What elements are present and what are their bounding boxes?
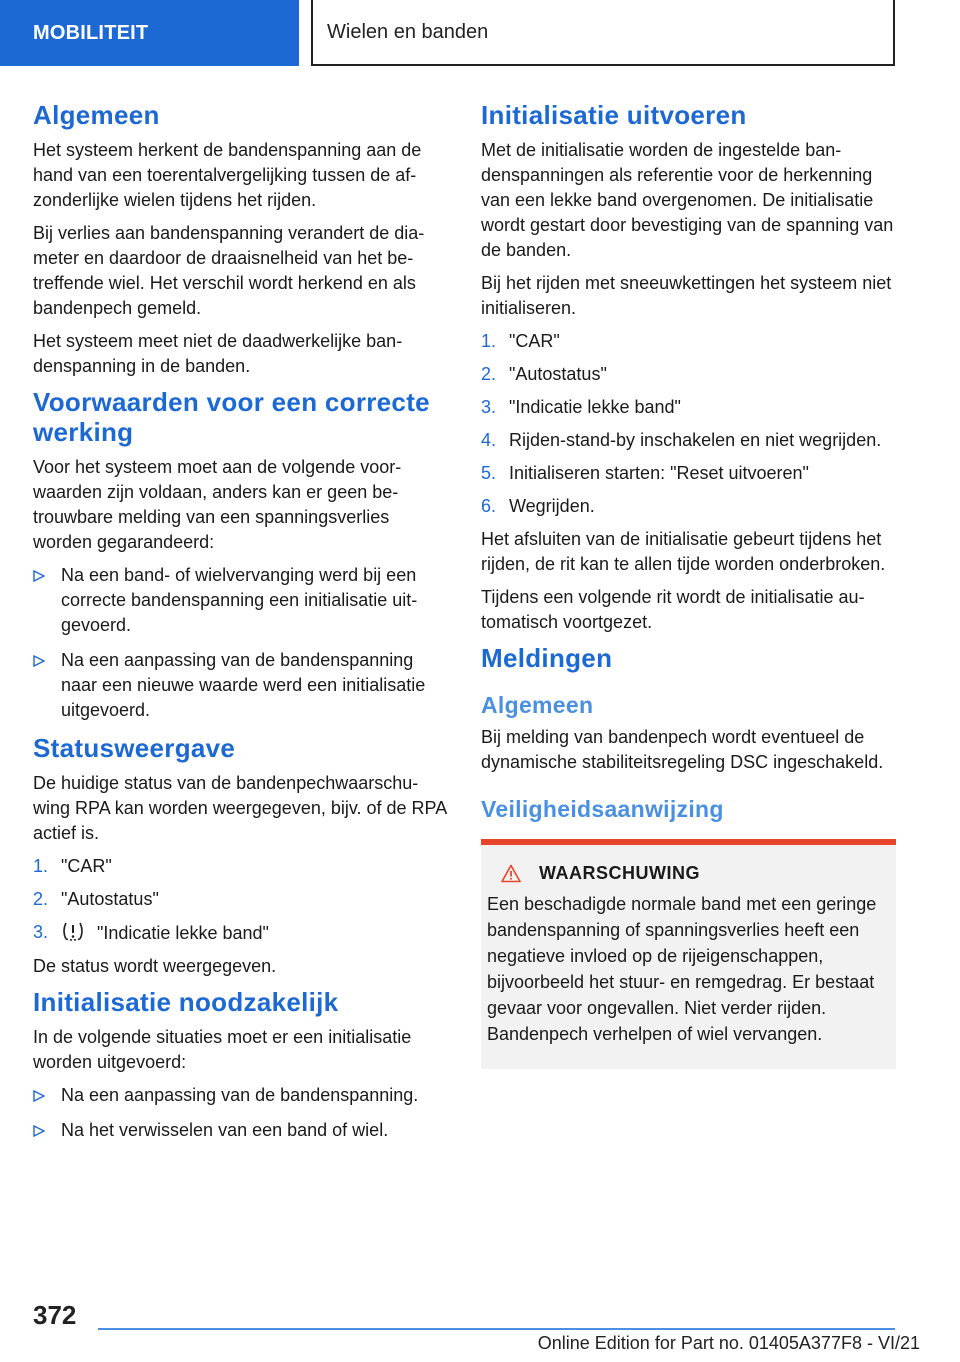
triangle-bullet-icon — [33, 1090, 45, 1102]
step-text: Initialiseren starten: "Reset uitvoeren" — [509, 463, 809, 483]
paragraph: Tijdens een volgende rit wordt de initialisatie automatisch voortgezet. — [481, 587, 865, 632]
step-number: 5. — [481, 463, 497, 483]
list-item — [481, 494, 896, 519]
tire-pressure-warning-icon — [61, 920, 85, 942]
list-item — [481, 362, 896, 387]
right-column — [481, 100, 896, 1069]
step-text: Wegrijden. — [509, 496, 595, 516]
paragraph: Voor het systeem moet aan de volgende voorwaarden zijn voldaan, anders kan er geen betrouwbare melding van een spanningsverlies worden gegarandeerd: — [33, 457, 402, 552]
list-item — [33, 1083, 448, 1108]
list-item — [33, 563, 448, 638]
list-item — [33, 854, 448, 879]
step-number: 2. — [481, 364, 497, 384]
warning-title-text: WAARSCHUWING — [539, 863, 700, 883]
list-item — [33, 887, 448, 912]
paragraph: Bij melding van bandenpech wordt eventueel de dynamische stabiliteitsregeling DSC ingeschakeld. — [481, 727, 884, 772]
list-item — [481, 428, 896, 453]
paragraph: Met de initialisatie worden de ingestelde bandenspanningen als referentie voor de herkenning van een lekke band overgenomen. De initialisatie wordt gestart door bevestiging van de spanning van de banden. — [481, 140, 894, 260]
warning-box — [481, 839, 896, 1069]
step-text: "CAR" — [509, 331, 560, 351]
bullet-list — [33, 1083, 448, 1143]
step-text: "Autostatus" — [509, 364, 607, 384]
triangle-bullet-icon — [33, 655, 45, 667]
step-number: 1. — [33, 856, 49, 876]
step-number: 3. — [33, 922, 49, 942]
edition-label: Online Edition for Part no. 01405A377F8 - VI/21 — [537, 1333, 920, 1353]
list-item — [33, 648, 448, 723]
step-number: 2. — [33, 889, 49, 909]
step-text: Rijden-stand-by inschakelen en niet wegrijden. — [509, 430, 882, 450]
warning-text: Een beschadigde normale band met een geringe bandenspanning of spanningsverlies heeft een negatieve invloed op de rijeigenschappen, bijvoorbeeld het stuur- en remgedrag. Er bestaat gevaar voor ongevallen. Niet verder rijden. Bandenpech verhelpen of wiel vervangen. — [487, 894, 877, 1044]
list-item-text: Na een band- of wielvervanging werd bij een correcte bandenspanning een initialisatie uitgevoerd. — [61, 565, 418, 635]
left-column — [33, 100, 448, 1153]
paragraph: Het systeem herkent de bandenspanning aan de hand van een toerentalvergelijking tussen de afzonderlijke wielen tijdens het rijden. — [33, 140, 422, 210]
list-item — [33, 920, 448, 946]
warning-title — [487, 861, 888, 885]
numbered-list — [481, 329, 896, 519]
step-text: "Indicatie lekke band" — [509, 397, 681, 417]
paragraph: De status wordt weergegeven. — [33, 956, 277, 976]
list-item — [481, 461, 896, 486]
heading-voorwaarden: Voorwaarden voor een correcte werking — [33, 387, 430, 447]
subheading-veiligheid: Veiligheidsaanwijzing — [481, 796, 724, 822]
list-item — [481, 395, 896, 420]
step-number: 6. — [481, 496, 497, 516]
step-number: 4. — [481, 430, 497, 450]
heading-noodzakelijk: Initialisatie noodzakelijk — [33, 987, 339, 1017]
paragraph: Het afsluiten van de initialisatie gebeurt tijdens het rijden, de rit kan te allen tijde worden onderbroken. — [481, 529, 886, 574]
paragraph: Bij het rijden met sneeuwkettingen het systeem niet initialiseren. — [481, 273, 892, 318]
list-item — [33, 1118, 448, 1143]
bullet-list — [33, 563, 448, 723]
paragraph: De huidige status van de bandenpechwaarschuwing RPA kan worden weergegeven, bijv. of de RPA actief is. — [33, 773, 447, 843]
paragraph: In de volgende situaties moet er een initialisatie worden uitgevoerd: — [33, 1027, 412, 1072]
subheading-algemeen: Algemeen — [481, 692, 594, 718]
section-tab: MOBILITEIT — [0, 0, 299, 66]
warning-triangle-icon — [501, 864, 521, 883]
list-item-text: Na een aanpassing van de bandenspanning naar een nieuwe waarde werd een initialisatie uitgevoerd. — [61, 650, 426, 720]
step-text: "Indicatie lekke band" — [97, 923, 269, 943]
footer-divider — [98, 1328, 895, 1330]
page-header — [0, 0, 960, 66]
paragraph: Het systeem meet niet de daadwerkelijke bandenspanning in de banden. — [33, 331, 403, 376]
step-number: 1. — [481, 331, 497, 351]
step-number: 3. — [481, 397, 497, 417]
heading-statusweergave: Statusweergave — [33, 733, 236, 763]
step-text: "CAR" — [61, 856, 112, 876]
step-text: "Autostatus" — [61, 889, 159, 909]
triangle-bullet-icon — [33, 570, 45, 582]
list-item-text: Na het verwisselen van een band of wiel. — [61, 1120, 389, 1140]
paragraph: Bij verlies aan bandenspanning verandert de diameter en daardoor de draaisnelheid van het betreffende wiel. Het verschil wordt herkend en als bandenpech gemeld. — [33, 223, 425, 318]
list-item-text: Na een aanpassing van de bandenspanning. — [61, 1085, 419, 1105]
heading-uitvoeren: Initialisatie uitvoeren — [481, 100, 747, 130]
heading-algemeen: Algemeen — [33, 100, 160, 130]
triangle-bullet-icon — [33, 1125, 45, 1137]
heading-meldingen: Meldingen — [481, 643, 613, 673]
list-item — [481, 329, 896, 354]
numbered-list — [33, 854, 448, 946]
page-number: 372 — [33, 1300, 77, 1330]
chapter-title: Wielen en banden — [311, 0, 895, 66]
